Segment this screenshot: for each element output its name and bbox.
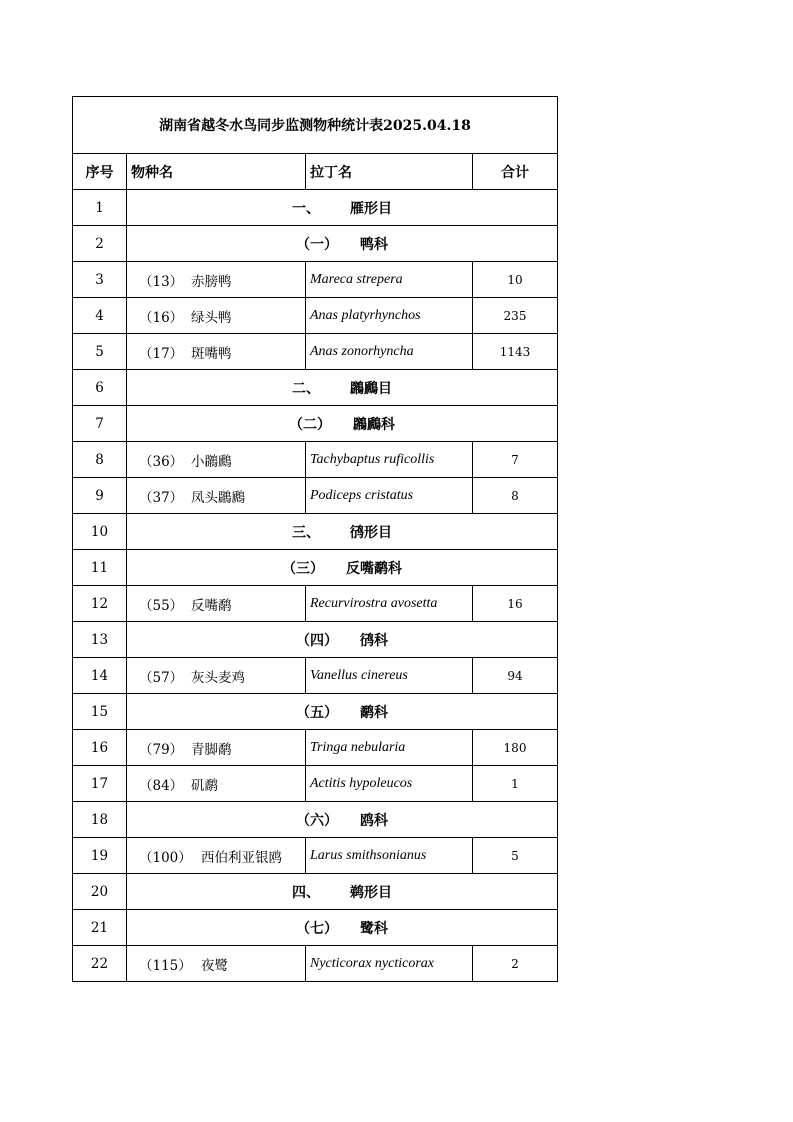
group-label: 鸻形目	[350, 524, 392, 541]
species-name-cell	[127, 730, 306, 766]
species-name-cell	[127, 586, 306, 622]
row-seq: 10	[73, 514, 127, 550]
species-name-cell	[127, 298, 306, 334]
header-seq: 序号	[73, 154, 127, 190]
species-name: 青脚鹬	[191, 741, 232, 758]
species-total: 5	[473, 838, 558, 874]
group-cell	[127, 622, 558, 658]
header-name: 物种名	[127, 154, 306, 190]
species-name-cell	[127, 442, 306, 478]
species-total: 10	[473, 262, 558, 298]
species-row	[73, 334, 558, 370]
group-label: 鹈形目	[350, 884, 392, 901]
latin-name: Nycticorax nycticorax	[306, 946, 473, 982]
species-number: （84）	[139, 777, 184, 794]
species-total: 94	[473, 658, 558, 694]
group-row	[73, 910, 558, 946]
group-row	[73, 694, 558, 730]
species-total: 7	[473, 442, 558, 478]
species-name: 凤头鸊鷉	[191, 489, 245, 506]
species-name-cell	[127, 838, 306, 874]
header-row	[73, 154, 558, 190]
species-statistics-sheet	[72, 96, 557, 982]
group-prefix: （五）	[296, 704, 338, 721]
latin-name: Vanellus cinereus	[306, 658, 473, 694]
group-prefix: 一、	[292, 200, 320, 217]
group-prefix: 四、	[292, 884, 320, 901]
row-seq: 5	[73, 334, 127, 370]
group-row	[73, 550, 558, 586]
species-row	[73, 478, 558, 514]
row-seq: 16	[73, 730, 127, 766]
latin-name: Actitis hypoleucos	[306, 766, 473, 802]
group-prefix: （三）	[282, 560, 324, 577]
latin-name: Anas zonorhyncha	[306, 334, 473, 370]
group-cell	[127, 406, 558, 442]
row-seq: 9	[73, 478, 127, 514]
group-label: 鹭科	[360, 920, 388, 937]
species-name: 赤膀鸭	[191, 273, 232, 290]
latin-name: Anas platyrhynchos	[306, 298, 473, 334]
species-row	[73, 442, 558, 478]
species-name: 斑嘴鸭	[191, 345, 232, 362]
row-seq: 22	[73, 946, 127, 982]
species-name-cell	[127, 334, 306, 370]
title-row	[73, 97, 558, 154]
species-name-cell	[127, 766, 306, 802]
group-prefix: （七）	[296, 920, 338, 937]
species-total: 1	[473, 766, 558, 802]
species-number: （17）	[139, 345, 184, 362]
row-seq: 21	[73, 910, 127, 946]
species-total: 1143	[473, 334, 558, 370]
group-cell	[127, 874, 558, 910]
group-label: 鸭科	[360, 236, 388, 253]
row-seq: 15	[73, 694, 127, 730]
row-seq: 11	[73, 550, 127, 586]
species-total: 8	[473, 478, 558, 514]
species-number: （100）	[139, 849, 192, 866]
group-row	[73, 874, 558, 910]
group-row	[73, 370, 558, 406]
row-seq: 2	[73, 226, 127, 262]
row-seq: 13	[73, 622, 127, 658]
row-seq: 3	[73, 262, 127, 298]
species-number: （36）	[139, 453, 184, 470]
group-prefix: 二、	[292, 380, 320, 397]
latin-name: Tachybaptus ruficollis	[306, 442, 473, 478]
row-seq: 7	[73, 406, 127, 442]
species-row	[73, 766, 558, 802]
group-row	[73, 802, 558, 838]
species-total: 16	[473, 586, 558, 622]
group-label: 鸥科	[360, 812, 388, 829]
group-prefix: 三、	[292, 524, 320, 541]
group-cell	[127, 514, 558, 550]
species-name-cell	[127, 658, 306, 694]
group-prefix: （二）	[289, 416, 331, 433]
species-row	[73, 298, 558, 334]
species-name-cell	[127, 478, 306, 514]
group-row	[73, 406, 558, 442]
species-name: 绿头鸭	[191, 309, 232, 326]
group-label: 鸊鷉科	[353, 416, 395, 433]
species-number: （55）	[139, 597, 184, 614]
group-cell	[127, 190, 558, 226]
species-total: 235	[473, 298, 558, 334]
group-row	[73, 622, 558, 658]
group-label: 雁形目	[350, 200, 392, 217]
species-number: （115）	[139, 957, 192, 974]
species-name: 反嘴鹬	[191, 597, 232, 614]
species-row	[73, 658, 558, 694]
row-seq: 20	[73, 874, 127, 910]
species-row	[73, 946, 558, 982]
species-number: （37）	[139, 489, 184, 506]
group-cell	[127, 370, 558, 406]
group-prefix: （六）	[296, 812, 338, 829]
group-label: 鸊鷉目	[350, 380, 392, 397]
group-row	[73, 190, 558, 226]
group-row	[73, 226, 558, 262]
row-seq: 1	[73, 190, 127, 226]
species-row	[73, 586, 558, 622]
group-row	[73, 514, 558, 550]
species-row	[73, 262, 558, 298]
species-number: （16）	[139, 309, 184, 326]
latin-name: Larus smithsonianus	[306, 838, 473, 874]
row-seq: 14	[73, 658, 127, 694]
species-number: （13）	[139, 273, 184, 290]
species-table	[72, 96, 558, 982]
species-total: 180	[473, 730, 558, 766]
species-name-cell	[127, 946, 306, 982]
species-row	[73, 730, 558, 766]
row-seq: 17	[73, 766, 127, 802]
species-total: 2	[473, 946, 558, 982]
header-total: 合计	[473, 154, 558, 190]
row-seq: 8	[73, 442, 127, 478]
group-cell	[127, 802, 558, 838]
group-cell	[127, 694, 558, 730]
header-latin: 拉丁名	[306, 154, 473, 190]
latin-name: Mareca strepera	[306, 262, 473, 298]
species-name-cell	[127, 262, 306, 298]
species-name: 夜鹭	[201, 957, 228, 974]
group-cell	[127, 550, 558, 586]
species-row	[73, 838, 558, 874]
species-name: 矶鹬	[191, 777, 218, 794]
latin-name: Podiceps cristatus	[306, 478, 473, 514]
row-seq: 19	[73, 838, 127, 874]
group-cell	[127, 226, 558, 262]
species-number: （57）	[139, 669, 184, 686]
row-seq: 4	[73, 298, 127, 334]
species-number: （79）	[139, 741, 184, 758]
latin-name: Recurvirostra avosetta	[306, 586, 473, 622]
group-prefix: （四）	[296, 632, 338, 649]
row-seq: 6	[73, 370, 127, 406]
group-label: 鸻科	[360, 632, 388, 649]
row-seq: 18	[73, 802, 127, 838]
species-name: 西伯利亚银鸥	[201, 849, 282, 866]
row-seq: 12	[73, 586, 127, 622]
group-prefix: （一）	[296, 236, 338, 253]
species-name: 小鸊鷉	[191, 453, 232, 470]
group-cell	[127, 910, 558, 946]
group-label: 反嘴鹬科	[346, 560, 402, 577]
table-title: 湖南省越冬水鸟同步监测物种统计表2025.04.18	[73, 97, 558, 154]
species-name: 灰头麦鸡	[191, 669, 245, 686]
latin-name: Tringa nebularia	[306, 730, 473, 766]
group-label: 鹬科	[360, 704, 388, 721]
